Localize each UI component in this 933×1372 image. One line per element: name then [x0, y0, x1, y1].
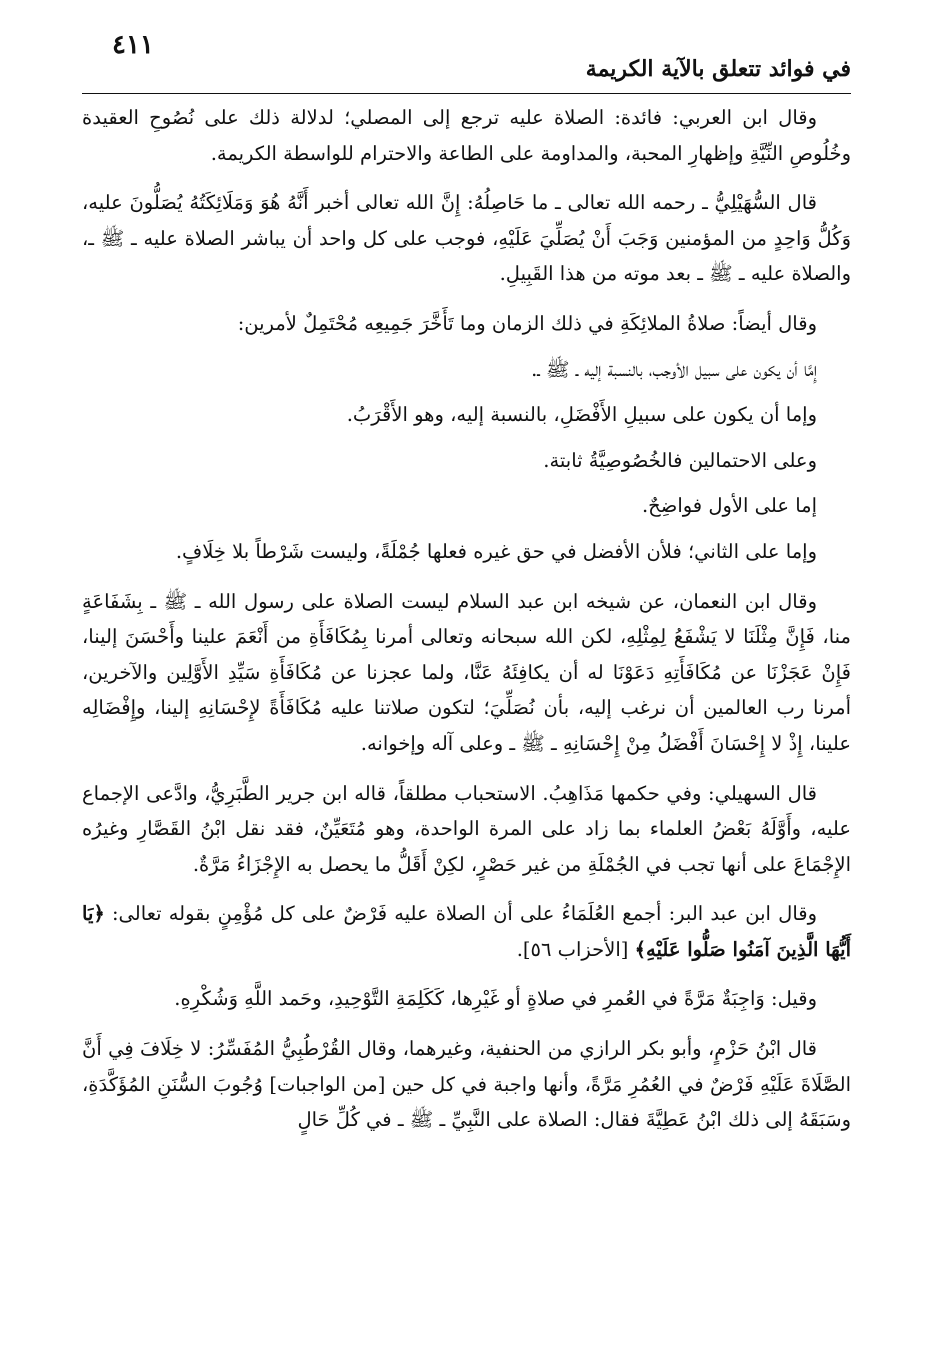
paragraph-second-reason: وإما على الثاني؛ فلأن الأفضل في حق غيره فعلها جُمْلَةً، وليست شَرْطاً بلا خِلَافٍ.: [175, 539, 817, 563]
header-rule: [82, 93, 851, 94]
paragraph-once-in-lifetime: وقيل: وَاجِبَةٌ مَرَّةً في العُمرِ في صلاةٍ أو غَيْرِها، كَكَلِمَةِ التَّوْحِيدِ، وحَمد اللَّهِ وَشُكْرِهِ.: [174, 987, 817, 1011]
quran-verse: ﴿يَا أَيُّهَا الَّذِينَ آمَنُوا صَلُّوا عَلَيْهِ﴾: [82, 902, 851, 961]
paragraph-ruling-schools: قال السهيلي: وفي حكمها مَذَاهِبُ. الاستحباب مطلقاً، قاله ابن جرير الطَّبَرِيُّ، وادَّعى الإجماع عليه، وأَوَّلَهُ بَعْضُ العلماء بما زاد على المرة الواحدة، وهو مُتَعَيِّنٌ، فقد نقل ابْنُ القَصَّارِ وغيرُه الإِجْمَاعَ على أنها تجب في الجُمْلَةِ من غير حَصْرٍ، لكِنْ أَقَلُّ ما يحصل به الإِجْزَاءُ مَرَّةٌ.: [82, 781, 851, 876]
paragraph-ibn-al-numan: وقال ابن النعمان، عن شيخه ابن عبد السلام ليست الصلاة على رسول الله ـ ﷺ ـ بِشَفَاعَةٍ منا، فَإِنَّ مِثْلَنَا لا يَشْفَعُ لِمِثْلِهِ، لكن الله سبحانه وتعالى أمرنا بِمُكَافَأَةِ من أَنْعَمَ علينا وأَحْسَنَ إلينا، فَإِنْ عَجَزْنَا عن مُكَافَأَتِهِ دَعَوْنَا له أن يكافِئَهُ عَنَّا، ولما عجزنا عن مُكَافَأَةِ سَيِّدِ الأَوَّلِين والآخرين، أمرنا رب العالمين أن نرغب إليه، بأن نُصَلِّيَ؛ لتكون صلاتنا عليه مُكَافَأَةً لإِحْسَانِهِ إلينا، وإِفْضَالِه علينا، إِذْ لا إِحْسَانَ أَفْضَلُ مِنْ إِحْسَانِهِ ـ ﷺ ـ وعلى آله وإخوانه.: [82, 589, 851, 755]
paragraph-ibn-hazm: قال ابْنُ حَزْمٍ، وأبو بكر الرازي من الحنفية، وغيرهما، وقال القُرْطُبِيُّ المُفَسِّرُ: لا خِلَافَ فِي أَنَّ الصَّلَاةَ عَلَيْهِ فَرْضٌ في العُمُرِ مَرَّةً، وأنها واجبة في كل حين [من الواجبات] وُجُوبَ السُّنَنِ المُؤَكَّدَةِ، وسَبَقَهُ إلى ذلك ابْنُ عَطِيَّةَ فقال: الصلاة على النَّبِيِّ ـ ﷺ ـ في كُلِّ حَالٍ: [82, 1037, 851, 1132]
paragraph-both-possibilities: وعلى الاحتمالين فالخُصُوصِيَّةُ ثابتة.: [543, 448, 817, 472]
paragraph-ibn-al-arabi: وقال ابن العربي: فائدة: الصلاة عليه ترجع إلى المصلي؛ لدلالة ذلك على نُصُوحِ العقيدة وخُلُوصِ النِّيَّةِ وإظهارِ المحبة، والمداومة على الطاعة والاحترام للواسطة الكريمة.: [82, 106, 851, 165]
body-text: [82, 100, 851, 1152]
running-title: في فوائد تتعلق بالآية الكريمة: [585, 56, 851, 82]
verse-citation: [الأحزاب ٥٦].: [516, 937, 629, 961]
paragraph-ibn-abd-al-barr-text: وقال ابن عبد البر: أجمع العُلَمَاءُ على أن الصلاة عليه فَرْضٌ على كل مُؤْمِنٍ بقوله تعالى:: [111, 902, 817, 926]
paragraph-option-preferable: وإما أن يكون على سبيلِ الأَفْضَلِ، بالنسبة إليه، وهو الأَقْرَبُ.: [346, 403, 817, 427]
paragraph-suhayli-summary: قال السُّهَيْلِيُّ ـ رحمه الله تعالى ـ ما حَاصِلُهُ: إِنَّ الله تعالى أخبر أَنَّهُ هُوَ وَمَلَائِكَتُهُ يُصَلُّونَ عليه، وَكُلُّ وَاحِدٍ من المؤمنين وَجَبَ أَنْ يُصَلِّيَ عَلَيْهِ، فوجب على كل واحد أن يباشر الصلاة عليه ـ ﷺ ـ، والصلاة عليه ـ ﷺ ـ بعد موته من هذا القَبِيلِ.: [82, 191, 851, 286]
paragraph-angels-prayer: وقال أيضاً: صلاةُ الملائِكَةِ في ذلك الزمان وما تَأَخَّرَ جَمِيعِه مُحْتَمِلٌ لأمرين:: [237, 311, 817, 335]
paragraph-ibn-abd-al-barr: [82, 896, 851, 967]
paragraph-option-obligatory: إِمَّا أن يكون على سبيل الأوجب، بالنسبة إليه ـ ﷺ ـ.: [531, 357, 817, 381]
page-number: ٤١١: [112, 30, 154, 60]
paragraph-first-clear: إما على الأول فواضِحٌ.: [641, 494, 817, 518]
